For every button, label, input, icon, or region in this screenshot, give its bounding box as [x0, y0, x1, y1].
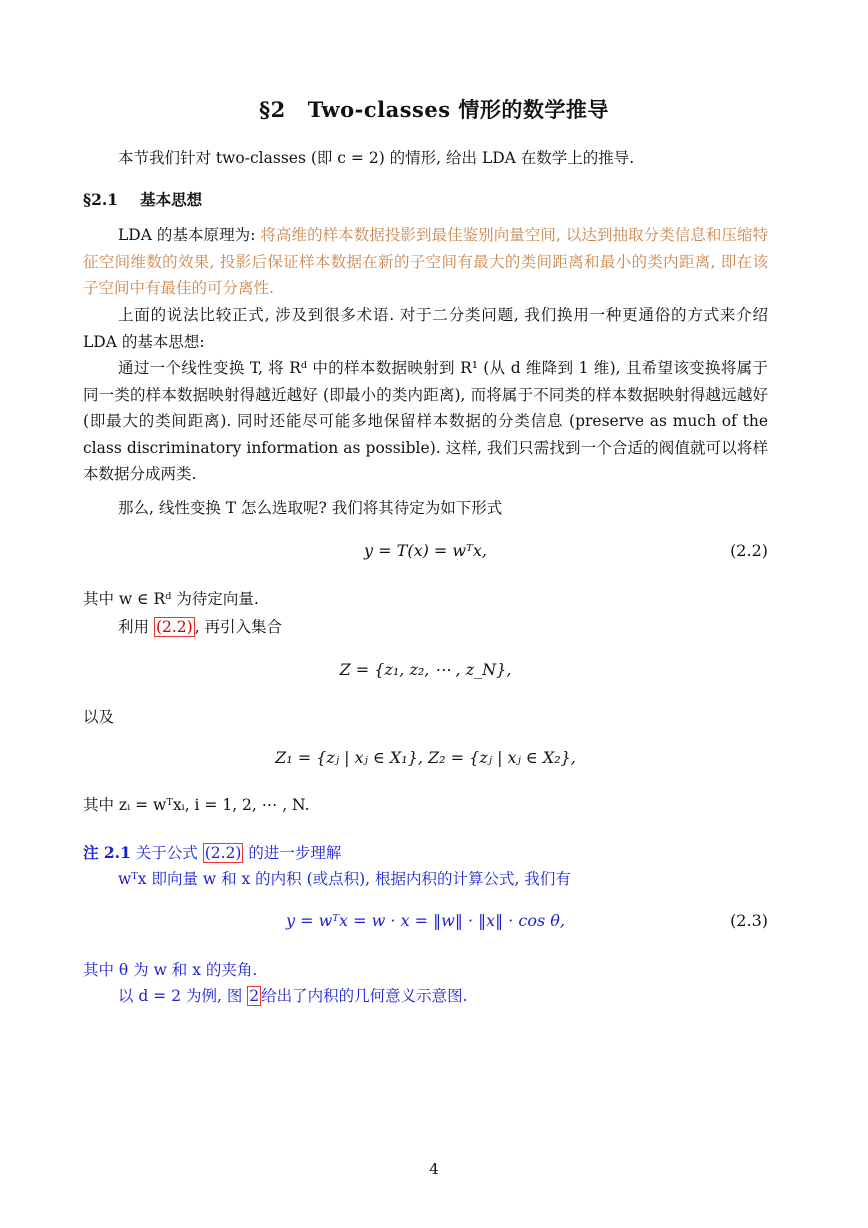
line-yiji: 以及 — [83, 708, 115, 726]
note-label: 注 2.1 — [83, 843, 131, 862]
note-line-3-pre: 以 d = 2 为例, 图 — [118, 987, 248, 1005]
paragraph-2: 上面的说法比较正式, 涉及到很多术语. 对于二分类问题, 我们换用一种更通俗的方式来介绍 LDA 的基本思想: — [83, 306, 768, 351]
note-equation-ref-link[interactable]: (2.2) — [204, 844, 242, 862]
equation-sets-Z1-Z2 — [83, 748, 768, 776]
note-heading — [83, 840, 341, 866]
line-use-post: , 再引入集合 — [194, 618, 283, 636]
note-title-pre: 关于公式 — [130, 844, 203, 862]
note-line-1: wᵀx 即向量 w 和 x 的内积 (或点积), 根据内积的计算公式, 我们有 — [118, 870, 571, 888]
equation-2-2 — [83, 541, 768, 569]
principle-highlight: 将高维的样本数据投影到最佳鉴别向量空间, 以达到抽取分类信息和压缩特征空间维数的效果, 投影后保证样本数据在新的子空间有最大的类间距离和最小的类内距离, 即在该子空间中有最佳的可分离性. — [83, 226, 768, 297]
line-zi-definition: 其中 zᵢ = wᵀxᵢ, i = 1, 2, ⋯ , N. — [83, 796, 310, 814]
line-w-definition: 其中 w ∈ Rᵈ 为待定向量. — [83, 590, 259, 608]
subsection-title: 基本思想 — [140, 190, 203, 209]
equation-tag: (2.2) — [730, 541, 768, 560]
section-heading — [0, 94, 868, 124]
equation-2-3 — [83, 911, 768, 939]
principle-lead: LDA 的基本原理为: — [118, 226, 261, 244]
page-number: 4 — [429, 1160, 439, 1178]
section-title: Two-classes 情形的数学推导 — [307, 97, 609, 122]
section-number: §2 — [259, 97, 286, 122]
equation-tag: (2.3) — [730, 911, 768, 930]
subsection-number: §2.1 — [83, 190, 119, 209]
subsection-heading — [83, 188, 202, 210]
equation-body: y = T(x) = wᵀx, — [364, 541, 487, 560]
note-title-post: 的进一步理解 — [243, 844, 342, 862]
equation-ref-link[interactable]: (2.2) — [155, 618, 193, 636]
line-use-pre: 利用 — [118, 618, 154, 636]
equation-set-Z — [83, 660, 768, 688]
line-use-ref — [118, 614, 282, 640]
paragraph-4: 那么, 线性变换 T 怎么选取呢? 我们将其待定为如下形式 — [118, 499, 503, 517]
intro-paragraph: 本节我们针对 two-classes (即 c = 2) 的情形, 给出 LDA 在数学上的推导. — [118, 149, 635, 167]
figure-ref-link[interactable]: 2 — [249, 987, 260, 1005]
note-line-2: 其中 θ 为 w 和 x 的夹角. — [83, 961, 258, 979]
equation-body: y = wᵀx = w · x = ‖w‖ · ‖x‖ · cos θ, — [285, 911, 566, 930]
equation-body: Z = {z₁, z₂, ⋯ , z_N}, — [339, 660, 512, 679]
paragraph-3: 通过一个线性变换 T, 将 Rᵈ 中的样本数据映射到 R¹ (从 d 维降到 1 维), 且希望该变换将属于同一类的样本数据映射得越近越好 (即最小的类内距离), 而将属于不同类的样本数据映射得越远越好 (即最大的类间距离). 同时还能尽可能多地保留样本数据的分类信息 (preserve as much of the class discriminatory information as possible). 这样, 我们只需找到一个合适的阀值就可以将样本数据分成两类. — [83, 359, 768, 483]
equation-body: Z₁ = {zⱼ | xⱼ ∈ X₁}, Z₂ = {zⱼ | xⱼ ∈ X₂}, — [275, 748, 576, 767]
note-line-3 — [118, 983, 468, 1009]
principle-paragraph — [83, 222, 768, 302]
note-line-3-post: 给出了内积的几何意义示意图. — [261, 987, 468, 1005]
